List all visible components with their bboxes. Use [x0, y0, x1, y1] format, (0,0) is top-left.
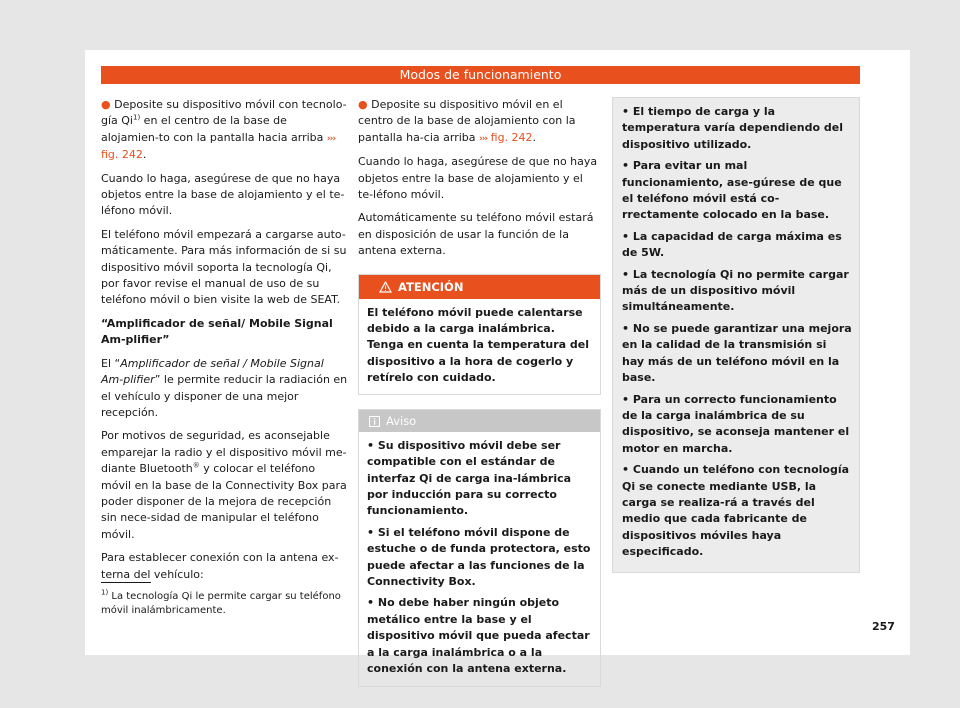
- list-item: • No se puede garantizar una mejora en la calidad de la transmisión si hay más de un teléfono móvil en la base.: [622, 321, 852, 385]
- info-box: [612, 97, 860, 573]
- footnote-text: La tecnología Qi le permite cargar su teléfono móvil inalámbricamente.: [101, 591, 341, 616]
- bullet-icon: ●: [101, 98, 111, 111]
- figure-link[interactable]: fig. 242: [101, 148, 143, 162]
- reference-arrows: ›››: [326, 133, 336, 144]
- column-left: [101, 97, 348, 590]
- list-item: • La capacidad de carga máxima es de 5W.: [622, 229, 842, 260]
- paragraph-instruction: ● Deposite su dispositivo móvil en el centro de la base de alojamiento con la pantalla ha-cia arriba ››› fig. 242.: [358, 98, 576, 144]
- info-icon: [369, 416, 380, 427]
- section-heading: “Amplificador de señal/ Mobile Signal Am-plifier”: [101, 316, 333, 347]
- footnote: [101, 590, 351, 618]
- note-body: [359, 432, 600, 687]
- list-item: • El tiempo de carga y la temperatura varía dependiendo del dispositivo utilizado.: [622, 105, 843, 151]
- column-middle: [358, 97, 601, 687]
- paragraph: El teléfono móvil empezará a cargarse auto-máticamente. Para más información de si su dispositivo móvil soporta la tecnología Qi, por favor revise el manual de uso de su teléfono móvil o bien visite la web de SEAT.: [101, 227, 347, 307]
- list-item: • Si el teléfono móvil dispone de estuche o de funda protectora, esto puede afectar a las funciones de la Connectivity Box.: [367, 525, 591, 588]
- paragraph: Automáticamente su teléfono móvil estará en disposición de usar la función de la antena externa.: [358, 211, 594, 258]
- column-right: [612, 97, 860, 573]
- list-item: • Para un correcto funcionamiento de la carga inalámbrica de su dispositivo, se aconseja mantener el motor en marcha.: [622, 392, 850, 455]
- bullet-icon: ●: [358, 98, 368, 111]
- paragraph: Cuando lo haga, asegúrese de que no haya objetos entre la base de alojamiento y el te-léfono móvil.: [101, 171, 345, 218]
- page-number: 257: [872, 620, 895, 633]
- figure-link[interactable]: fig. 242: [490, 130, 533, 144]
- warning-text: El teléfono móvil puede calentarse debido a la carga inalámbrica. Tenga en cuenta la temperatura del dispositivo a la hora de cogerlo y retírelo con cuidado.: [367, 305, 589, 385]
- paragraph: Para establecer conexión con la antena ex-terna del vehículo:: [101, 551, 339, 581]
- warning-header: [359, 275, 600, 299]
- reference-arrows: ›››: [479, 133, 488, 144]
- footnote-marker: 1): [101, 588, 109, 597]
- page-title: Modos de funcionamiento: [399, 67, 562, 82]
- list-item: • La tecnología Qi no permite cargar más de un dispositivo móvil simultáneamente.: [622, 267, 849, 314]
- list-item: • Su dispositivo móvil debe ser compatible con el estándar de interfaz Qi de carga ina-lámbrica por inducción para su correcto funcionamiento.: [367, 438, 572, 518]
- warning-triangle-icon: [379, 281, 392, 293]
- footnote-divider: [101, 582, 151, 583]
- paragraph: Por motivos de seguridad, es aconsejable emparejar la radio y el dispositivo móvil me-diante Bluetooth® y colocar el teléfono móvil en la base de la Connectivity Box para poder disponer de la mejora de recepción sin nece-sidad de manipular el teléfono móvil.: [101, 429, 347, 541]
- page-header: [101, 66, 860, 84]
- paragraph: El “Amplificador de señal / Mobile Signal Am-plifier” le permite reducir la radiación en el vehículo y disponer de una mejor recepción.: [101, 356, 348, 419]
- list-item: • Para evitar un mal funcionamiento, ase-gúrese de que el teléfono móvil está co-rrectamente colocado en la base.: [622, 159, 842, 222]
- paragraph: Cuando lo haga, asegúrese de que no haya objetos entre la base de alojamiento y el te-léfono móvil.: [358, 155, 598, 202]
- note-title: Aviso: [386, 413, 417, 428]
- registered-mark: ®: [192, 461, 200, 470]
- note-header: [359, 410, 600, 432]
- paragraph-instruction: ● Deposite su dispositivo móvil con tecnolo-gía Qi$^{1)}$ en el centro de la base de alojamien-to con la pantalla hacia arriba ››› fig. 242.: [101, 98, 347, 162]
- list-item: • No debe haber ningún objeto metálico entre la base y el dispositivo móvil que pueda afectar a la carga inalámbrica o a la conexión con la antena externa.: [367, 596, 590, 675]
- warning-title: ATENCIÓN: [398, 279, 464, 294]
- footnote-ref: 1): [133, 113, 141, 122]
- list-item: • Cuando un teléfono con tecnología Qi se conecte mediante USB, la carga se realiza-rá a través del medio que cada fabricante de dispositivos móviles haya especificado.: [622, 463, 850, 559]
- note-box: [358, 409, 601, 688]
- warning-box: [358, 274, 601, 395]
